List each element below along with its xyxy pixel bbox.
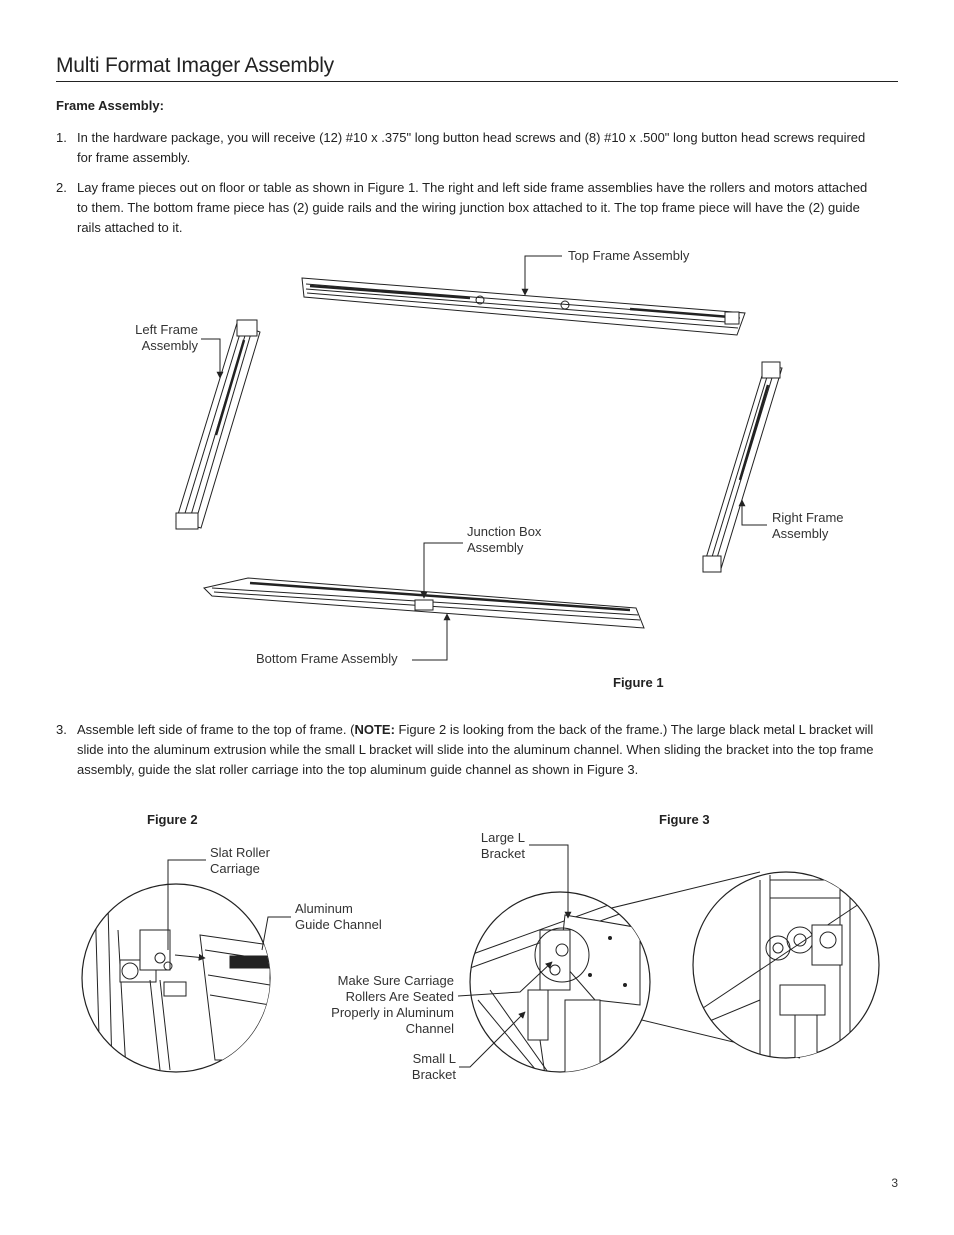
label-small-l-bracket: Small L Bracket — [411, 1051, 456, 1082]
step-number: 2. — [56, 180, 67, 195]
label-left-frame: Left Frame Assembly — [135, 322, 198, 353]
label-aluminum-guide-channel: Aluminum Guide Channel — [295, 901, 382, 932]
label-top-frame: Top Frame Assembly — [568, 248, 690, 263]
step-text: In the hardware package, you will receive (12) #10 x .375" long button head screws and (8) #10 x .500" long button head screws required for frame assembly. — [77, 130, 866, 165]
figure3-main-circle — [470, 890, 650, 1075]
figure2-detail-circle — [82, 884, 270, 1072]
page-title: Multi Format Imager Assembly — [56, 54, 334, 77]
label-bottom-frame: Bottom Frame Assembly — [256, 651, 398, 666]
section-heading: Frame Assembly: — [56, 98, 164, 113]
figure3-caption: Figure 3 — [659, 812, 710, 827]
top-frame-drawing — [302, 278, 745, 335]
figure1-caption: Figure 1 — [613, 675, 664, 690]
label-slat-roller-carriage: Slat Roller Carriage — [210, 845, 270, 876]
label-right-frame: Right Frame Assembly — [772, 510, 844, 541]
figure3-zoom-circle — [693, 872, 880, 1065]
right-frame-drawing — [703, 362, 782, 572]
figure2-caption: Figure 2 — [147, 812, 198, 827]
label-carriage-rollers: Make Sure Carriage Rollers Are Seated Properly in Aluminum Channel — [331, 973, 454, 1036]
step-number: 3. — [56, 722, 67, 737]
step-text: Assemble left side of frame to the top of frame. (NOTE: Figure 2 is looking from the back of the frame.) The large black metal L bracket will slide into the aluminum extrusion while the small L bracket will slide into the aluminum channel. When sliding the bracket into the top frame assembly, guide the slat roller carriage into the top aluminum guide channel as shown in Figure 3. — [77, 722, 874, 777]
step-text: Lay frame pieces out on floor or table as shown in Figure 1. The right and left side frame assemblies have the rollers and motors attached to them. The bottom frame piece has (2) guide rails and the wiring junction box attached to it. The top frame piece will have the (2) guide rails attached to it. — [77, 180, 868, 235]
page-number: 3 — [891, 1176, 898, 1190]
step-number: 1. — [56, 130, 67, 145]
label-junction-box: Junction Box Assembly — [467, 524, 542, 555]
note-label: NOTE: — [354, 722, 395, 737]
label-large-l-bracket: Large L Bracket — [480, 830, 525, 861]
